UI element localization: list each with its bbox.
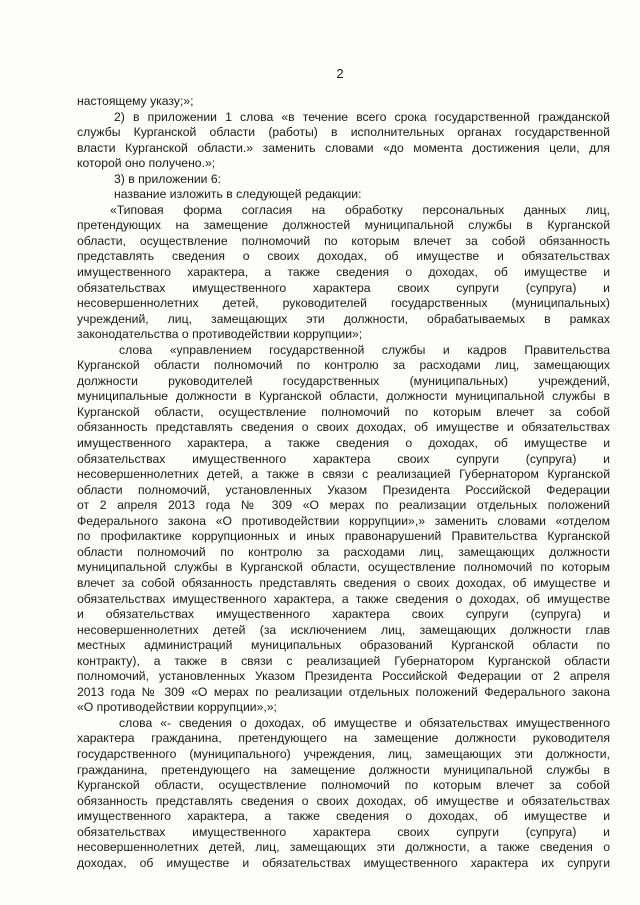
text-line: обязательствах имущественного характера, а также сведения о доходах, об имуществе [77, 591, 610, 606]
text-line: местных администраций муниципальных образований Курганской области по [77, 638, 610, 653]
text-line: муниципальные должности в Курганской области, должности муниципальной службы в [77, 389, 610, 404]
text-line: по профилактике коррупционных и иных правонарушений Правительства Курганской [77, 529, 610, 544]
text-line: Курганской области, осуществление полномочий по которым влечет за собой [77, 404, 610, 419]
text-line: 2013 года № 309 «О мерах по реализации отдельных положений Федерального закона [77, 684, 610, 699]
text-line: области полномочий, установленных Указом Президента Российской Федерации [77, 482, 610, 497]
text-line: области полномочий по контролю за расходами лиц, замещающих должности [77, 544, 610, 559]
text-line: законодательства о противодействии коррупции»; [77, 327, 363, 342]
text-line: характера гражданина, претендующего на замещение должности руководителя [77, 731, 610, 746]
text-line: обязанность представлять сведения о своих доходах, об имуществе и обязательствах [77, 420, 610, 435]
text-line: муниципальной службы в Курганской области, осуществление полномочий по которым [77, 560, 610, 575]
text-line: области, осуществление полномочий по которым влечет за собой обязанность [77, 233, 610, 248]
text-line: слова «управлением государственной службы и кадров Правительства [119, 342, 610, 357]
text-line: несовершеннолетних детей, а также в связи с реализацией Губернатором Курганской [77, 467, 610, 482]
text-line: претендующих на замещение должностей муниципальной службы в Курганской [77, 218, 610, 233]
page-number: 2 [336, 66, 344, 81]
text-line: обязательствах имущественного характера своих супруги (супруга) и [77, 280, 610, 295]
text-line: обязательствах имущественного характера своих супруги (супруга) и [77, 824, 610, 839]
text-line: 3) в приложении 6: [114, 171, 221, 186]
document-body [77, 94, 610, 871]
text-line: настоящему указу;»; [77, 94, 194, 108]
text-line: слова «- сведения о доходах, об имуществе и обязательствах имущественного [119, 715, 610, 730]
text-line: и обязательствах имущественного характера своих супруги (супруга) и [77, 607, 610, 622]
text-line: влечет за собой обязанность представлять сведения о своих доходах, об имуществе и [77, 575, 610, 590]
text-line: обязанность представлять сведения о своих доходах, об имуществе и обязательствах [77, 793, 610, 808]
text-line: полномочий, установленных Указом Президента Российской Федерации от 2 апреля [77, 669, 610, 684]
text-line: государственного (муниципального) учреждения, лиц, замещающих эти должности, [77, 746, 610, 761]
text-line: власти Курганской области.» заменить словами «до момента достижения цели, для [77, 140, 610, 155]
text-line: контракту), а также в связи с реализацией Губернатором Курганской области [77, 653, 610, 668]
text-line: имущественного характера, а также сведения о доходах, об имуществе и [77, 265, 610, 280]
text-line: имущественного характера, а также сведения о доходах, об имуществе и [77, 809, 610, 824]
text-line: имущественного характера, а также сведения о доходах, об имуществе и [77, 436, 610, 451]
text-line: несовершеннолетних детей, руководителей государственных (муниципальных) [77, 296, 610, 311]
text-line: обязательствах имущественного характера своих супруги (супруга) и [77, 451, 610, 466]
text-line: от 2 апреля 2013 года № 309 «О мерах по реализации отдельных положений [77, 498, 610, 513]
text-line: несовершеннолетних детей (за исключением лиц, замещающих должности глав [77, 622, 610, 637]
text-line: которой оно получено.»; [77, 156, 216, 171]
text-line: службы Курганской области (работы) в исполнительных органах государственной [77, 125, 610, 140]
text-line: Федерального закона «О противодействии коррупции»,» заменить словами «отделом [77, 513, 610, 528]
text-line: Курганской области, осуществление полномочий по которым влечет за собой [77, 778, 610, 793]
text-line: должности руководителей государственных (муниципальных) учреждений, [77, 373, 610, 388]
text-line: название изложить в следующей редакции: [114, 187, 362, 202]
text-line: учреждений, лиц, замещающих эти должности, обрабатываемых в рамках [77, 311, 610, 326]
text-line: доходах, об имуществе и обязательствах имущественного характера их супруги [77, 855, 610, 870]
text-line: гражданина, претендующего на замещение должности муниципальной службы в [77, 762, 610, 777]
text-line: несовершеннолетних детей, лиц, замещающих эти должности, а также сведения о [77, 840, 610, 855]
text-line: «Типовая форма согласия на обработку персональных данных лиц, [110, 202, 610, 217]
text-line: 2) в приложении 1 слова «в течение всего срока государственной гражданской [114, 109, 610, 124]
text-line: Курганской области полномочий по контролю за расходами лиц, замещающих [77, 358, 610, 373]
text-line: представлять сведения о своих доходах, об имуществе и обязательствах [77, 249, 610, 264]
text-line: «О противодействии коррупции»,»; [77, 700, 277, 715]
